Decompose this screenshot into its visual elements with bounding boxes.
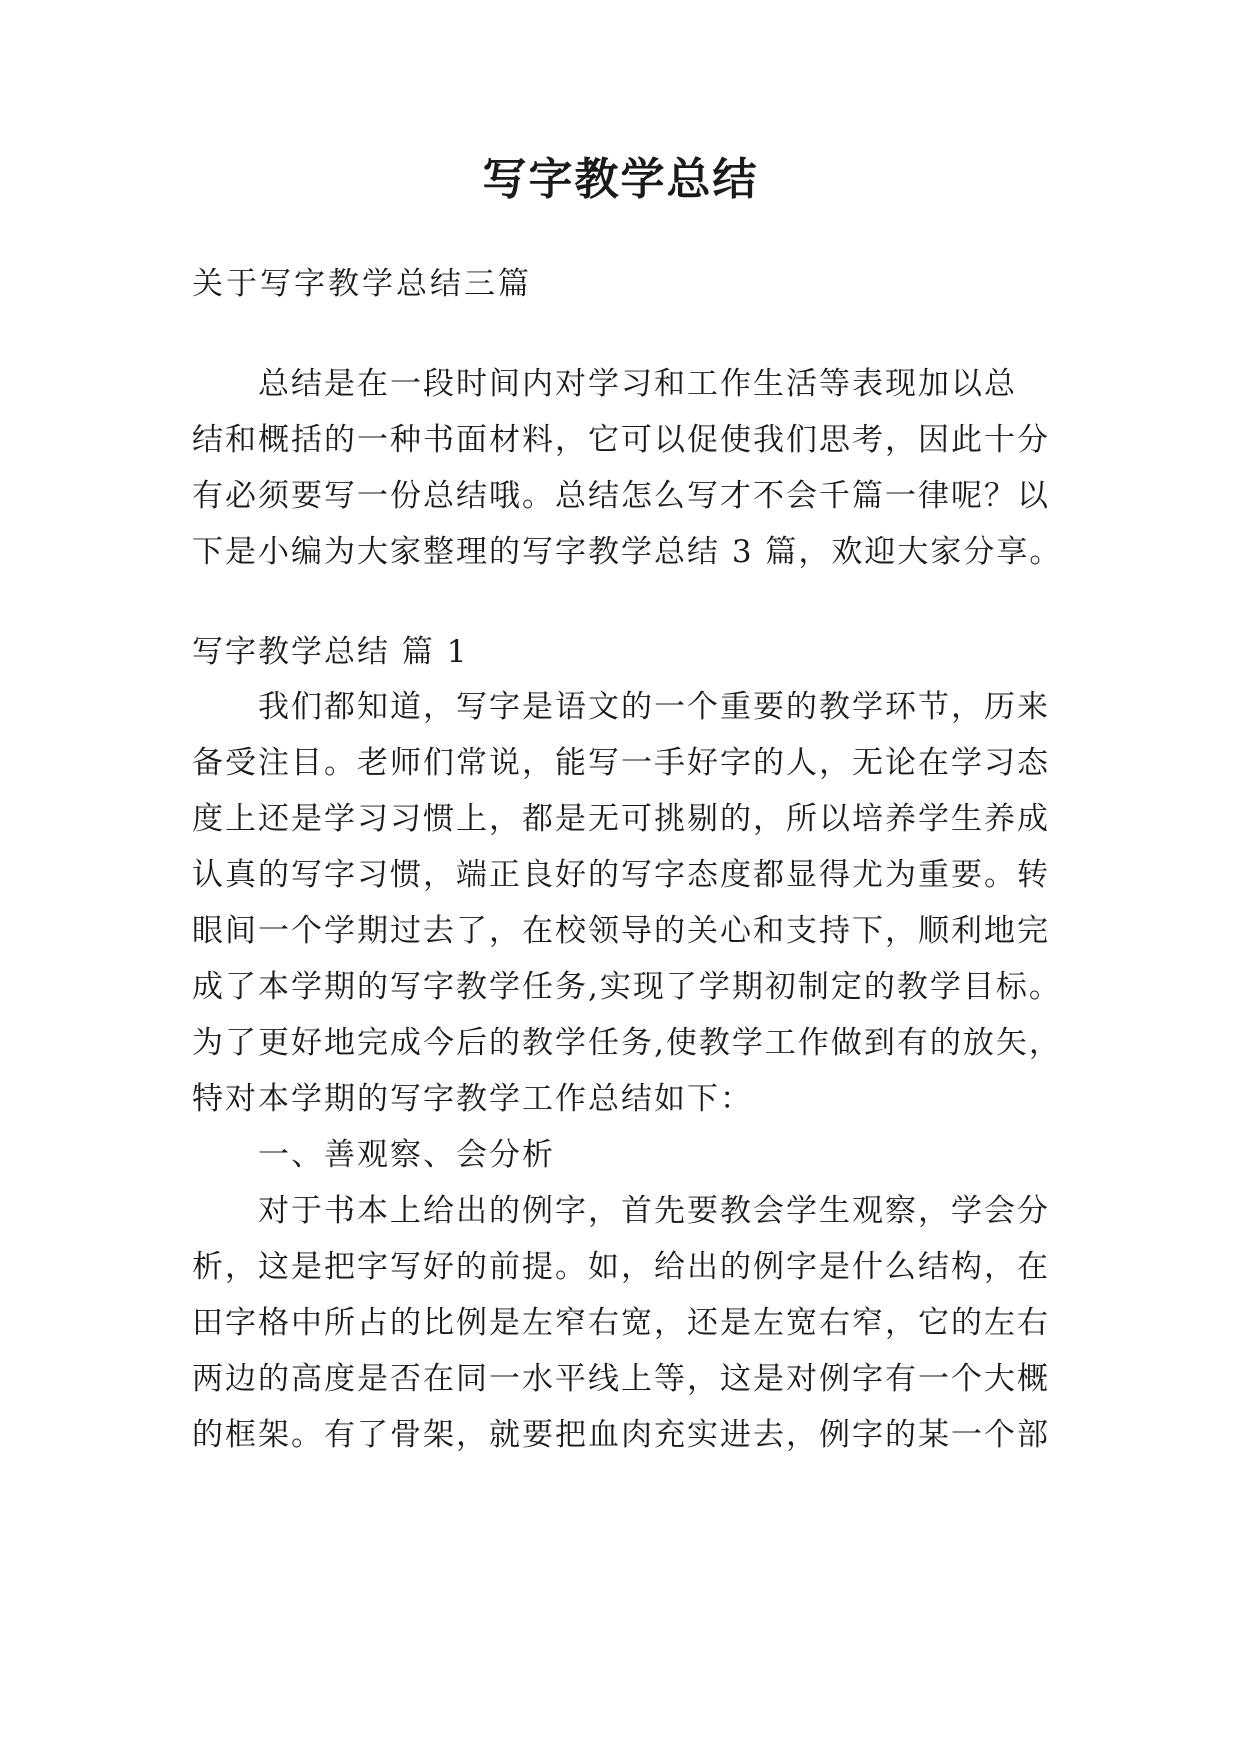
intro-line: 有必须要写一份总结哦。总结怎么写才不会千篇一律呢？以 xyxy=(192,478,1050,514)
body-line: 成了本学期的写字教学任务,实现了学期初制定的教学目标。 xyxy=(192,969,1062,1005)
intro-line: 结和概括的一种书面材料，它可以促使我们思考，因此十分 xyxy=(192,422,1050,458)
section-heading: 写字教学总结 篇 1 xyxy=(192,634,469,670)
body-line: 两边的高度是否在同一水平线上等，这是对例字有一个大概 xyxy=(192,1361,1050,1397)
intro-line: 下是小编为大家整理的写字教学总结 3 篇，欢迎大家分享。 xyxy=(192,534,1063,570)
body-line: 对于书本上给出的例字，首先要教会学生观察，学会分 xyxy=(258,1193,1050,1229)
body-line: 析，这是把字写好的前提。如，给出的例字是什么结构，在 xyxy=(192,1249,1050,1285)
body-line: 为了更好地完成今后的教学任务,使教学工作做到有的放矢， xyxy=(192,1025,1062,1061)
document-title: 写字教学总结 xyxy=(482,154,759,205)
body-line: 我们都知道，写字是语文的一个重要的教学环节，历来 xyxy=(258,689,1050,725)
body-line: 的框架。有了骨架，就要把血肉充实进去，例字的某一个部 xyxy=(192,1417,1050,1453)
subheading: 一、善观察、会分析 xyxy=(258,1137,555,1173)
body-line: 眼间一个学期过去了，在校领导的关心和支持下，顺利地完 xyxy=(192,913,1050,949)
body-line: 度上还是学习习惯上，都是无可挑剔的，所以培养学生养成 xyxy=(192,801,1050,837)
body-line: 备受注目。老师们常说，能写一手好字的人，无论在学习态 xyxy=(192,745,1050,781)
document-subtitle: 关于写字教学总结三篇 xyxy=(192,266,532,302)
intro-line: 总结是在一段时间内对学习和工作生活等表现加以总 xyxy=(258,366,1017,402)
body-line: 特对本学期的写字教学工作总结如下： xyxy=(192,1081,753,1117)
body-line: 田字格中所占的比例是左窄右宽，还是左宽右窄，它的左右 xyxy=(192,1305,1050,1341)
body-line: 认真的写字习惯，端正良好的写字态度都显得尤为重要。转 xyxy=(192,857,1050,893)
